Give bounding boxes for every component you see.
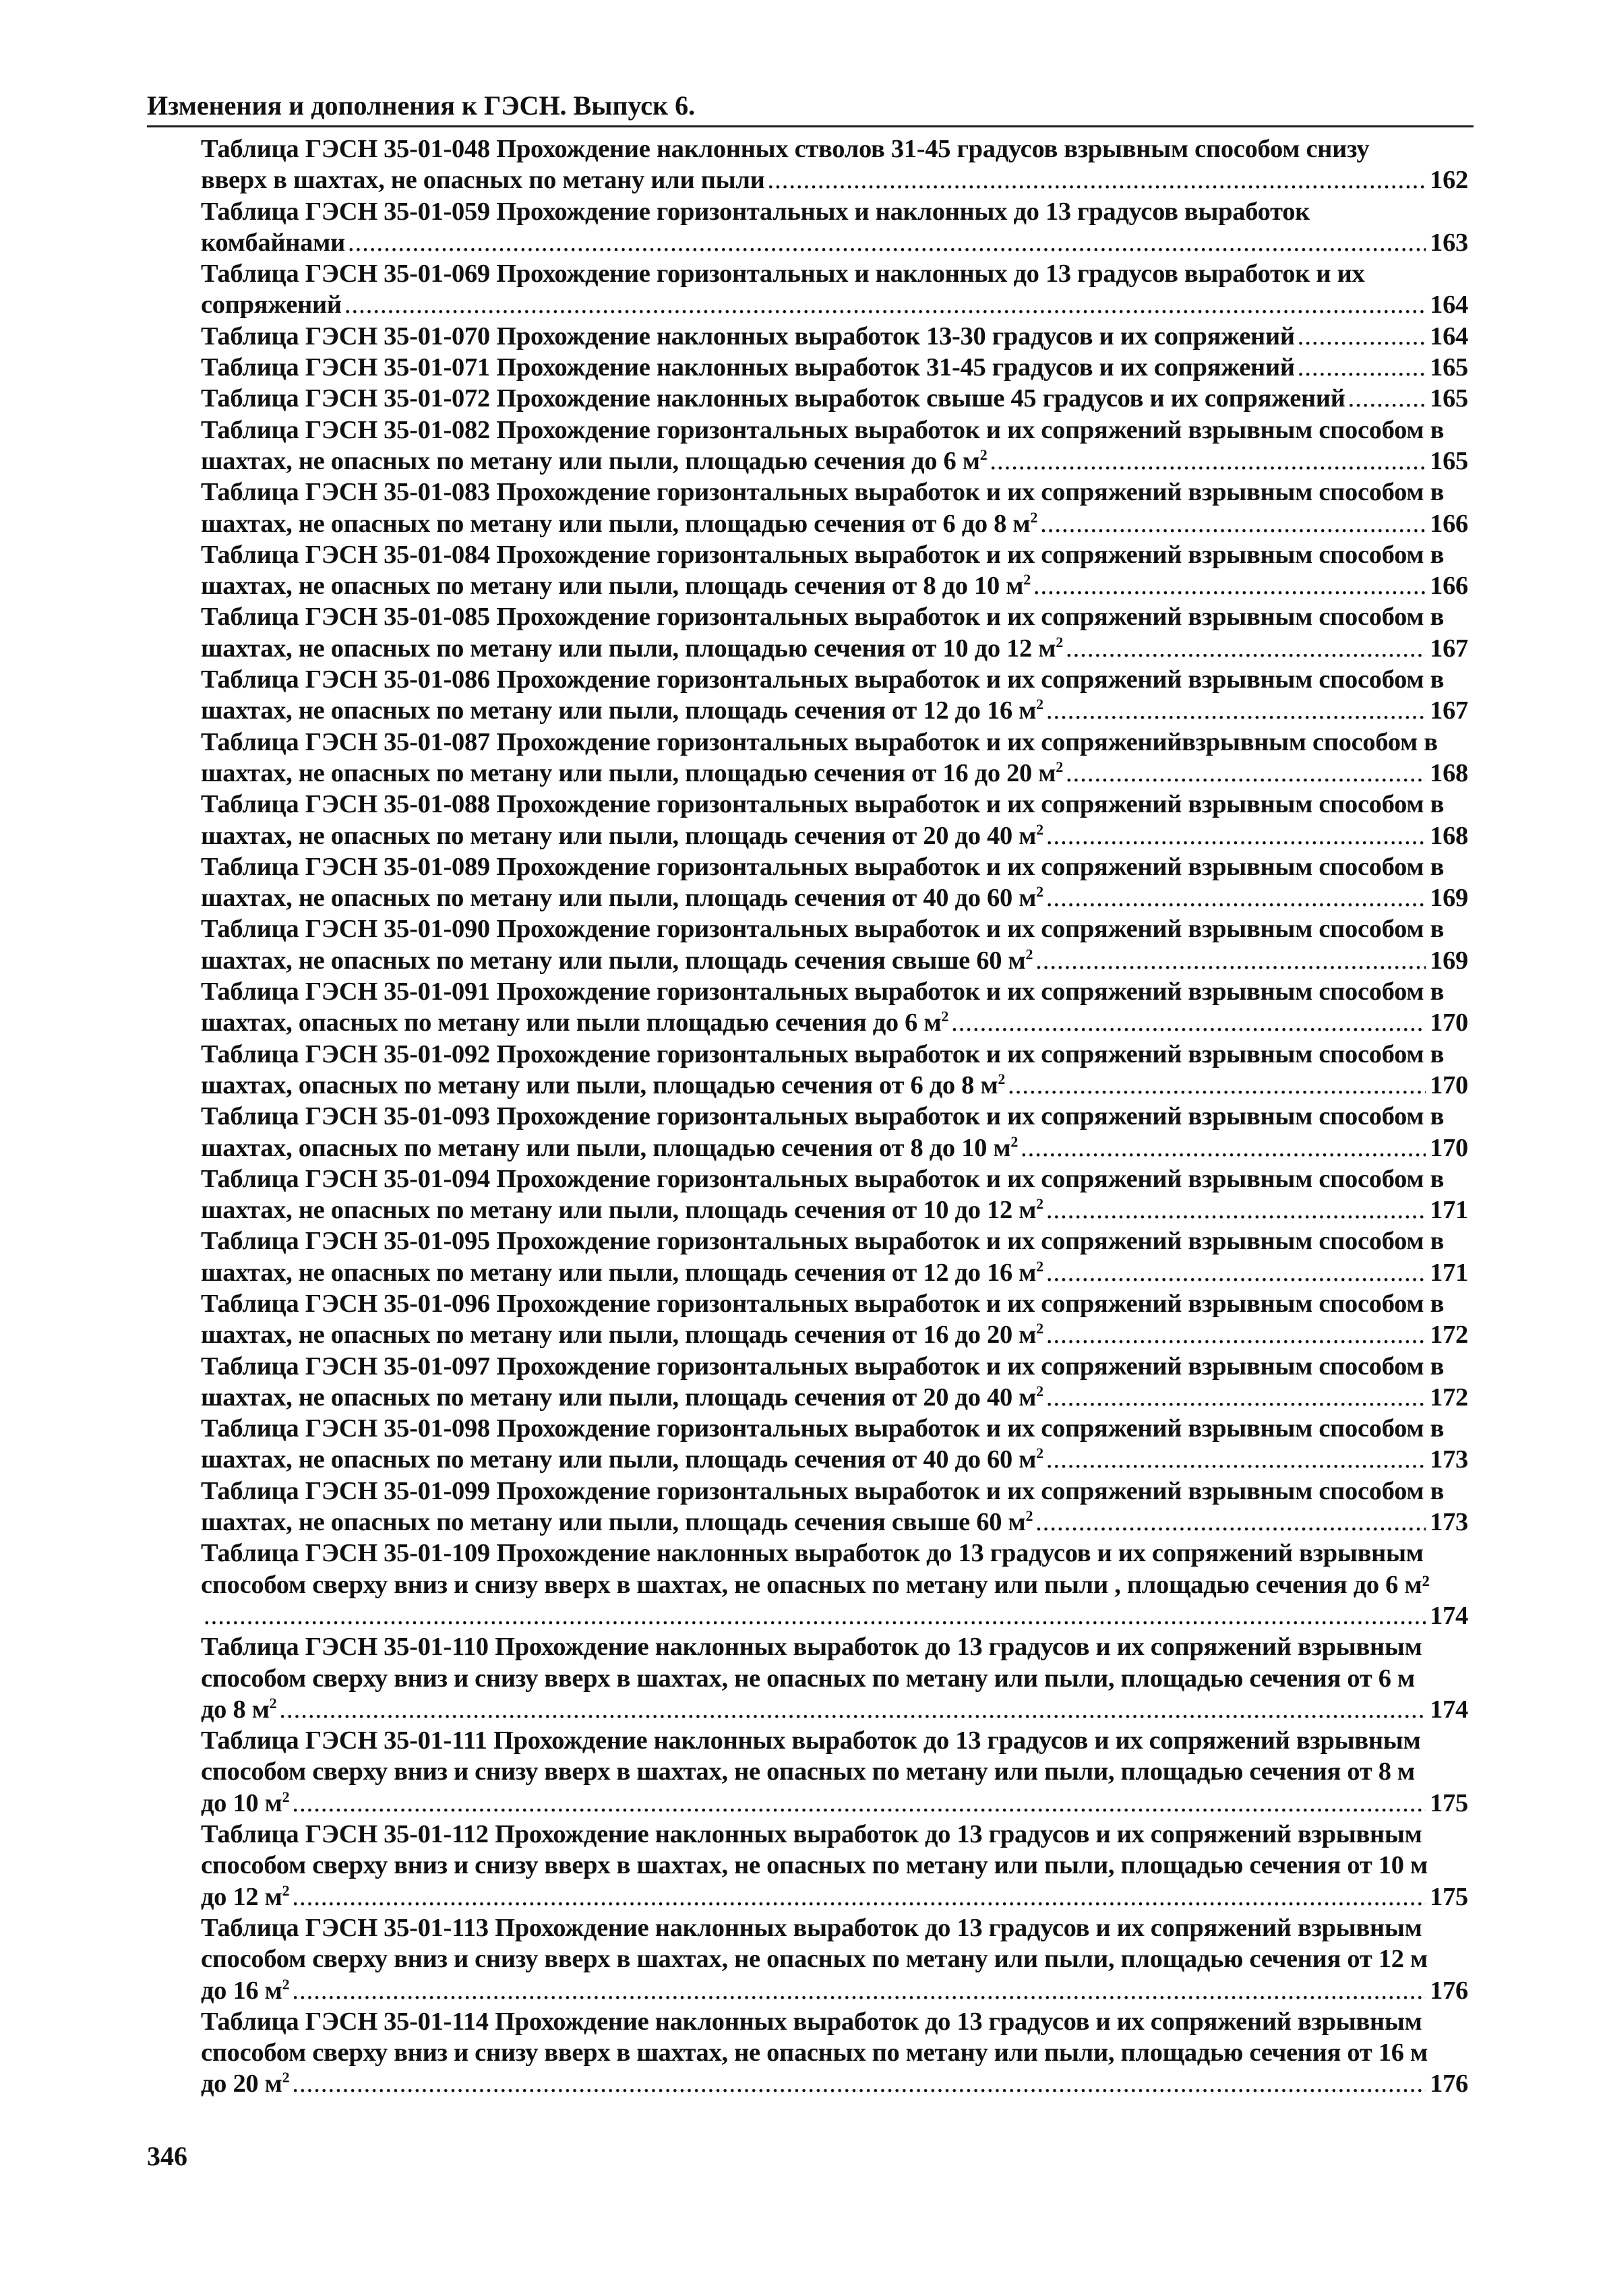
toc-entry-line: Таблица ГЭСН 35-01-092 Прохождение горизонтальных выработок и их сопряжений взрывным способом в bbox=[201, 1039, 1445, 1068]
toc-entry-line: Таблица ГЭСН 35-01-109 Прохождение наклонных выработок до 13 градусов и их сопряжений взрывным bbox=[201, 1539, 1424, 1568]
toc-entry-line: Таблица ГЭСН 35-01-091 Прохождение горизонтальных выработок и их сопряжений взрывным способом в bbox=[201, 977, 1445, 1006]
toc-entry-title-end bbox=[201, 321, 1295, 352]
toc-entry-text: шахтах, не опасных по метану или пыли, площадь сечения от 20 до 40 м bbox=[201, 821, 1037, 850]
toc-entry-title-end bbox=[201, 227, 345, 258]
toc-entry-line: Таблица ГЭСН 35-01-094 Прохождение горизонтальных выработок и их сопряжений взрывным способом в bbox=[201, 1164, 1445, 1193]
superscript-exponent: 2 bbox=[282, 1975, 290, 1993]
toc-entry[interactable] bbox=[201, 415, 1468, 477]
toc-entry-line: Таблица ГЭСН 35-01-048 Прохождение наклонных стволов 31-45 градусов взрывным способом снизу bbox=[201, 135, 1370, 163]
dot-leader bbox=[1040, 508, 1426, 539]
toc-page-number[interactable]: 175 bbox=[1430, 1788, 1468, 1817]
toc-entry-last-line bbox=[201, 1507, 1468, 1538]
toc-entry-last-line bbox=[201, 1070, 1468, 1101]
dot-leader bbox=[1046, 1195, 1426, 1226]
toc-entry-title-end bbox=[201, 1195, 1043, 1226]
page-number: 346 bbox=[147, 2141, 187, 2171]
toc-entry[interactable] bbox=[201, 913, 1468, 976]
toc-entry[interactable] bbox=[201, 1912, 1468, 2006]
dot-leader bbox=[292, 2068, 1426, 2099]
superscript-exponent: 2 bbox=[1023, 571, 1031, 588]
toc-entry-line: способом сверху вниз и снизу вверх в шахтах, не опасных по метану или пыли, площадью сечения от 16 м bbox=[201, 2038, 1428, 2067]
toc-page-number[interactable]: 174 bbox=[1430, 1601, 1468, 1630]
toc-entry-text: вверх в шахтах, не опасных по метану или пыли bbox=[201, 166, 765, 195]
toc-entry-line: Таблица ГЭСН 35-01-111 Прохождение наклонных выработок до 13 градусов и их сопряжений взрывным bbox=[201, 1726, 1421, 1755]
toc-entry-text: Таблица ГЭСН 35-01-071 Прохождение наклонных выработок 31-45 градусов и их сопряжений bbox=[201, 353, 1295, 382]
toc-page-number[interactable]: 168 bbox=[1430, 821, 1468, 850]
toc-entry-line: способом сверху вниз и снизу вверх в шахтах, не опасных по метану или пыли, площадью сечения от 10 м bbox=[201, 1851, 1428, 1880]
superscript-exponent: 2 bbox=[1025, 1507, 1033, 1525]
superscript-exponent: 2 bbox=[1036, 883, 1043, 901]
toc-page-number[interactable]: 171 bbox=[1430, 1258, 1468, 1287]
page-header-title: Изменения и дополнения к ГЭСН. Выпуск 6. bbox=[147, 90, 696, 121]
toc-entry-title-end bbox=[201, 352, 1295, 383]
toc-entry-line: способом сверху вниз и снизу вверх в шахтах, не опасных по метану или пыли, площадью сечения от 12 м bbox=[201, 1945, 1428, 1974]
toc-page-number[interactable]: 174 bbox=[1430, 1695, 1468, 1724]
toc-entry[interactable] bbox=[201, 321, 1468, 352]
toc-entry-last-line bbox=[201, 1007, 1468, 1038]
toc-page-number[interactable]: 171 bbox=[1430, 1196, 1468, 1225]
toc-entry-last-line bbox=[201, 945, 1468, 976]
dot-leader bbox=[1046, 820, 1426, 851]
toc-entry-text: шахтах, не опасных по метану или пыли, площадь сечения от 12 до 16 м bbox=[201, 1258, 1037, 1287]
dot-leader bbox=[768, 164, 1426, 195]
toc-entry-text: сопряжений bbox=[201, 291, 342, 320]
dot-leader bbox=[1008, 1070, 1426, 1101]
toc-entry-line: Таблица ГЭСН 35-01-069 Прохождение горизонтальных и наклонных до 13 градусов выработок и их bbox=[201, 260, 1365, 289]
toc-entry[interactable] bbox=[201, 1413, 1468, 1476]
superscript-exponent: 2 bbox=[998, 1070, 1006, 1088]
toc-entry[interactable] bbox=[201, 1351, 1468, 1414]
toc-page-number[interactable]: 170 bbox=[1430, 1133, 1468, 1162]
toc-entry-text: шахтах, не опасных по метану или пыли, площадь сечения от 8 до 10 м bbox=[201, 572, 1024, 601]
toc-entry-line: Таблица ГЭСН 35-01-085 Прохождение горизонтальных выработок и их сопряжений взрывным способом в bbox=[201, 603, 1445, 632]
toc-entry-title-end bbox=[201, 1694, 276, 1725]
toc-entry-last-line bbox=[201, 227, 1468, 258]
toc-entry-line: Таблица ГЭСН 35-01-098 Прохождение горизонтальных выработок и их сопряжений взрывным способом в bbox=[201, 1414, 1445, 1443]
toc-entry-title-end bbox=[201, 1382, 1043, 1413]
dot-leader bbox=[348, 227, 1426, 258]
superscript-exponent: 2 bbox=[941, 1008, 949, 1025]
toc-entry-last-line bbox=[201, 1694, 1468, 1725]
toc-entry-title-end bbox=[201, 570, 1031, 601]
toc-entry-title-end bbox=[201, 633, 1063, 664]
dot-leader bbox=[1033, 570, 1426, 601]
toc-entry-last-line bbox=[201, 882, 1468, 913]
toc-page-number[interactable]: 166 bbox=[1430, 509, 1468, 538]
toc-entry-text: шахтах, не опасных по метану или пыли, площадь сечения свыше 60 м bbox=[201, 946, 1026, 975]
toc-entry[interactable] bbox=[201, 1039, 1468, 1101]
toc-page-number[interactable]: 170 bbox=[1430, 1008, 1468, 1037]
toc-entry-title-end bbox=[201, 1070, 1005, 1101]
toc-entry-last-line bbox=[201, 1788, 1468, 1819]
toc-entry-last-line bbox=[201, 758, 1468, 789]
toc-page-number[interactable]: 165 bbox=[1430, 353, 1468, 382]
toc-entry-title-end bbox=[201, 1132, 1018, 1164]
toc-entry[interactable] bbox=[201, 851, 1468, 914]
superscript-exponent: 2 bbox=[1056, 758, 1063, 776]
toc-entry-last-line bbox=[201, 1975, 1468, 2006]
toc-entry-title-end bbox=[201, 882, 1043, 913]
toc-entry-text: до 16 м bbox=[201, 1976, 282, 2005]
toc-entry-last-line bbox=[201, 1444, 1468, 1475]
toc-entry-title-end bbox=[201, 1319, 1043, 1350]
toc-entry-text: шахтах, не опасных по метану или пыли, площадью сечения от 16 до 20 м bbox=[201, 758, 1056, 787]
toc-page-number[interactable]: 169 bbox=[1430, 946, 1468, 975]
superscript-exponent: 2 bbox=[282, 1881, 290, 1899]
toc-page-number[interactable]: 167 bbox=[1430, 696, 1468, 725]
toc-entry-text: до 20 м bbox=[201, 2070, 282, 2098]
toc-entry-text: шахтах, не опасных по метану или пыли, площадью сечения до 6 м bbox=[201, 446, 980, 475]
toc-entry-last-line bbox=[201, 446, 1468, 477]
toc-entry-text: шахтах, не опасных по метану или пыли, площадь сечения от 40 до 60 м bbox=[201, 884, 1037, 913]
toc-entry-line: Таблица ГЭСН 35-01-088 Прохождение горизонтальных выработок и их сопряжений взрывным способом в bbox=[201, 790, 1445, 819]
toc-entry-title-end bbox=[201, 2068, 289, 2099]
dot-leader bbox=[344, 289, 1426, 320]
toc-entry-title-end bbox=[201, 1881, 289, 1912]
toc-entry-line: Таблица ГЭСН 35-01-114 Прохождение наклонных выработок до 13 градусов и их сопряжений взрывным bbox=[201, 2007, 1422, 2036]
toc-entry-line: Таблица ГЭСН 35-01-110 Прохождение наклонных выработок до 13 градусов и их сопряжений взрывным bbox=[201, 1633, 1422, 1662]
toc-entry-last-line bbox=[201, 570, 1468, 601]
superscript-exponent: 2 bbox=[979, 446, 988, 464]
toc-entry[interactable] bbox=[201, 1288, 1468, 1351]
toc-entry[interactable] bbox=[201, 1725, 1468, 1819]
toc-entry[interactable] bbox=[201, 664, 1468, 727]
toc-entry-text: шахтах, не опасных по метану или пыли, площадью сечения от 6 до 8 м bbox=[201, 509, 1031, 538]
superscript-exponent: 2 bbox=[1030, 508, 1038, 526]
toc-entry-line: Таблица ГЭСН 35-01-089 Прохождение горизонтальных выработок и их сопряжений взрывным способом в bbox=[201, 852, 1445, 881]
dot-leader bbox=[292, 1881, 1426, 1912]
dot-leader bbox=[1298, 352, 1426, 383]
toc-entry[interactable] bbox=[201, 477, 1468, 539]
toc-entry[interactable] bbox=[201, 539, 1468, 602]
toc-entry-title-end bbox=[201, 1444, 1043, 1475]
dot-leader bbox=[204, 1600, 1426, 1631]
toc-page-number[interactable]: 173 bbox=[1430, 1445, 1468, 1474]
table-of-contents bbox=[201, 133, 1468, 2100]
toc-page-number[interactable]: 164 bbox=[1430, 291, 1468, 320]
page-header bbox=[147, 88, 1474, 127]
toc-entry-line: Таблица ГЭСН 35-01-082 Прохождение горизонтальных выработок и их сопряжений взрывным способом в bbox=[201, 415, 1445, 444]
toc-page-number[interactable]: 165 bbox=[1430, 384, 1468, 413]
superscript-exponent: 2 bbox=[282, 1788, 290, 1805]
toc-entry[interactable] bbox=[201, 383, 1468, 414]
toc-page-number[interactable]: 167 bbox=[1430, 634, 1468, 663]
toc-entry-line: Таблица ГЭСН 35-01-097 Прохождение горизонтальных выработок и их сопряжений взрывным способом в bbox=[201, 1352, 1445, 1381]
toc-entry-text: шахтах, не опасных по метану или пыли, площадью сечения от 10 до 12 м bbox=[201, 634, 1056, 663]
toc-entry[interactable] bbox=[201, 1226, 1468, 1288]
toc-entry-text: шахтах, не опасных по метану или пыли, площадь сечения от 10 до 12 м bbox=[201, 1196, 1037, 1225]
toc-entry-line: Таблица ГЭСН 35-01-059 Прохождение горизонтальных и наклонных до 13 градусов выработок bbox=[201, 197, 1310, 226]
toc-entry-line: Таблица ГЭСН 35-01-083 Прохождение горизонтальных выработок и их сопряжений взрывным способом в bbox=[201, 478, 1445, 507]
dot-leader bbox=[1066, 758, 1426, 789]
toc-entry[interactable] bbox=[201, 601, 1468, 664]
superscript-exponent: 2 bbox=[269, 1695, 277, 1712]
toc-entry[interactable] bbox=[201, 258, 1468, 321]
toc-entry-line: Таблица ГЭСН 35-01-093 Прохождение горизонтальных выработок и их сопряжений взрывным способом в bbox=[201, 1102, 1445, 1131]
toc-entry-title-end bbox=[201, 508, 1037, 539]
toc-entry-last-line bbox=[201, 383, 1468, 414]
toc-entry[interactable] bbox=[201, 1476, 1468, 1538]
toc-entry-line: способом сверху вниз и снизу вверх в шахтах, не опасных по метану или пыли , площадью сечения до 6 м² bbox=[201, 1570, 1430, 1599]
toc-entry-title-end bbox=[201, 945, 1033, 976]
dot-leader bbox=[292, 1788, 1426, 1819]
superscript-exponent: 2 bbox=[1010, 1132, 1019, 1150]
toc-entry-text: шахтах, не опасных по метану или пыли, площадь сечения от 16 до 20 м bbox=[201, 1321, 1037, 1350]
toc-entry-line: Таблица ГЭСН 35-01-112 Прохождение наклонных выработок до 13 градусов и их сопряжений взрывным bbox=[201, 1820, 1422, 1849]
toc-entry-title-end bbox=[201, 383, 1345, 414]
toc-entry-last-line bbox=[201, 1132, 1468, 1164]
toc-entry-text: до 12 м bbox=[201, 1882, 282, 1911]
dot-leader bbox=[1035, 1507, 1426, 1538]
toc-entry-last-line bbox=[201, 1195, 1468, 1226]
toc-entry-title-end bbox=[201, 820, 1043, 851]
toc-entry-text: до 8 м bbox=[201, 1695, 270, 1724]
toc-entry-line: способом сверху вниз и снизу вверх в шахтах, не опасных по метану или пыли, площадью сечения от 8 м bbox=[201, 1757, 1415, 1786]
toc-page-number[interactable]: 168 bbox=[1430, 758, 1468, 787]
toc-entry-line: способом сверху вниз и снизу вверх в шахтах, не опасных по метану или пыли, площадью сечения от 6 м bbox=[201, 1664, 1415, 1693]
toc-entry-text: комбайнами bbox=[201, 228, 345, 257]
toc-entry[interactable] bbox=[201, 1101, 1468, 1164]
toc-entry-last-line bbox=[201, 164, 1468, 195]
toc-entry-text: до 10 м bbox=[201, 1788, 282, 1817]
superscript-exponent: 2 bbox=[1036, 1383, 1043, 1400]
toc-entry-last-line bbox=[201, 508, 1468, 539]
dot-leader bbox=[1035, 945, 1426, 976]
dot-leader bbox=[1046, 882, 1426, 913]
toc-entry-text: шахтах, не опасных по метану или пыли, площадь сечения от 20 до 40 м bbox=[201, 1383, 1037, 1412]
toc-entry-line: Таблица ГЭСН 35-01-087 Прохождение горизонтальных выработок и их сопряженийвзрывным способом в bbox=[201, 727, 1438, 756]
toc-entry-line: Таблица ГЭСН 35-01-095 Прохождение горизонтальных выработок и их сопряжений взрывным способом в bbox=[201, 1227, 1445, 1256]
toc-entry-last-line bbox=[201, 2068, 1468, 2099]
toc-entry[interactable] bbox=[201, 1164, 1468, 1226]
dot-leader bbox=[1046, 1319, 1426, 1350]
toc-entry-last-line bbox=[201, 289, 1468, 320]
toc-entry[interactable] bbox=[201, 2006, 1468, 2100]
toc-entry-title-end bbox=[201, 1257, 1043, 1288]
toc-entry-text: шахтах, не опасных по метану или пыли, площадь сечения свыше 60 м bbox=[201, 1508, 1026, 1537]
toc-entry-title-end bbox=[201, 1507, 1033, 1538]
toc-entry-text: Таблица ГЭСН 35-01-072 Прохождение наклонных выработок свыше 45 градусов и их сопряжений bbox=[201, 384, 1345, 413]
toc-entry-last-line bbox=[201, 321, 1468, 352]
dot-leader bbox=[1046, 1257, 1426, 1288]
toc-entry-last-line bbox=[201, 820, 1468, 851]
toc-entry-line: Таблица ГЭСН 35-01-086 Прохождение горизонтальных выработок и их сопряжений взрывным способом в bbox=[201, 665, 1445, 694]
toc-page-number[interactable]: 170 bbox=[1430, 1070, 1468, 1099]
toc-entry-title-end bbox=[201, 1975, 289, 2006]
toc-entry-title-end bbox=[201, 446, 987, 477]
toc-entry-text: Таблица ГЭСН 35-01-070 Прохождение наклонных выработок 13-30 градусов и их сопряжений bbox=[201, 322, 1295, 351]
toc-page-number[interactable]: 164 bbox=[1430, 322, 1468, 351]
toc-entry-line: Таблица ГЭСН 35-01-099 Прохождение горизонтальных выработок и их сопряжений взрывным способом в bbox=[201, 1476, 1445, 1505]
toc-entry[interactable] bbox=[201, 352, 1468, 383]
toc-entry-last-line bbox=[201, 1881, 1468, 1912]
toc-page-number[interactable]: 176 bbox=[1430, 1976, 1468, 2005]
toc-entry-line: Таблица ГЭСН 35-01-113 Прохождение наклонных выработок до 13 градусов и их сопряжений взрывным bbox=[201, 1913, 1422, 1942]
dot-leader bbox=[1298, 321, 1426, 352]
superscript-exponent: 2 bbox=[1056, 633, 1063, 651]
toc-entry-last-line bbox=[201, 695, 1468, 726]
toc-page-number[interactable]: 176 bbox=[1430, 2070, 1468, 2098]
dot-leader bbox=[1046, 1444, 1426, 1475]
toc-entry[interactable] bbox=[201, 1819, 1468, 1912]
toc-entry-text: шахтах, опасных по метану или пыли, площадью сечения от 6 до 8 м bbox=[201, 1070, 998, 1099]
toc-entry-line: Таблица ГЭСН 35-01-096 Прохождение горизонтальных выработок и их сопряжений взрывным способом в bbox=[201, 1289, 1445, 1318]
toc-entry-text: шахтах, не опасных по метану или пыли, площадь сечения от 40 до 60 м bbox=[201, 1445, 1037, 1474]
toc-entry-last-line bbox=[201, 1600, 1468, 1631]
toc-entry-title-end bbox=[201, 1007, 948, 1038]
toc-entry-last-line bbox=[201, 352, 1468, 383]
toc-entry-last-line bbox=[201, 1382, 1468, 1413]
superscript-exponent: 2 bbox=[1036, 1445, 1043, 1462]
superscript-exponent: 2 bbox=[1036, 1320, 1043, 1337]
dot-leader bbox=[951, 1007, 1426, 1038]
toc-entry-text: шахтах, не опасных по метану или пыли, площадь сечения от 12 до 16 м bbox=[201, 696, 1037, 725]
toc-entry-title-end bbox=[201, 289, 342, 320]
toc-entry-title-end bbox=[201, 758, 1063, 789]
toc-entry[interactable] bbox=[201, 727, 1468, 789]
toc-entry-last-line bbox=[201, 633, 1468, 664]
toc-page-number[interactable]: 173 bbox=[1430, 1508, 1468, 1537]
superscript-exponent: 2 bbox=[1036, 1195, 1043, 1213]
toc-entry-text: шахтах, опасных по метану или пыли площадью сечения до 6 м bbox=[201, 1008, 942, 1037]
toc-entry-last-line bbox=[201, 1257, 1468, 1288]
dot-leader bbox=[1021, 1132, 1426, 1164]
toc-entry[interactable] bbox=[201, 1538, 1468, 1631]
superscript-exponent: 2 bbox=[1036, 820, 1043, 838]
dot-leader bbox=[1046, 1382, 1426, 1413]
toc-entry-title-end bbox=[201, 164, 765, 195]
toc-entry[interactable] bbox=[201, 976, 1468, 1039]
toc-page-number[interactable]: 163 bbox=[1430, 228, 1468, 257]
toc-entry-line: Таблица ГЭСН 35-01-090 Прохождение горизонтальных выработок и их сопряжений взрывным способом в bbox=[201, 915, 1445, 944]
toc-entry[interactable] bbox=[201, 789, 1468, 851]
dot-leader bbox=[292, 1975, 1426, 2006]
superscript-exponent: 2 bbox=[1036, 1257, 1043, 1275]
dot-leader bbox=[1066, 633, 1426, 664]
toc-page-number[interactable]: 172 bbox=[1430, 1383, 1468, 1412]
dot-leader bbox=[990, 446, 1426, 477]
superscript-exponent: 2 bbox=[1036, 696, 1043, 713]
toc-page-number[interactable]: 175 bbox=[1430, 1882, 1468, 1911]
toc-entry-title-end bbox=[201, 695, 1043, 726]
dot-leader bbox=[279, 1694, 1426, 1725]
toc-page-number[interactable]: 165 bbox=[1430, 446, 1468, 475]
dot-leader bbox=[1348, 383, 1426, 414]
toc-entry-last-line bbox=[201, 1319, 1468, 1350]
superscript-exponent: 2 bbox=[1025, 945, 1033, 963]
toc-page-number[interactable]: 172 bbox=[1430, 1321, 1468, 1350]
toc-entry[interactable] bbox=[201, 1631, 1468, 1725]
toc-entry[interactable] bbox=[201, 133, 1468, 196]
superscript-exponent: 2 bbox=[282, 2069, 290, 2086]
toc-entry-title-end bbox=[201, 1788, 289, 1819]
toc-page-number[interactable]: 162 bbox=[1430, 166, 1468, 195]
toc-page-number[interactable]: 166 bbox=[1430, 572, 1468, 601]
dot-leader bbox=[1046, 695, 1426, 726]
toc-entry[interactable] bbox=[201, 196, 1468, 259]
toc-entry-line: Таблица ГЭСН 35-01-084 Прохождение горизонтальных выработок и их сопряжений взрывным способом в bbox=[201, 540, 1445, 569]
toc-entry-text: шахтах, опасных по метану или пыли, площадью сечения от 8 до 10 м bbox=[201, 1133, 1011, 1162]
toc-page-number[interactable]: 169 bbox=[1430, 884, 1468, 913]
